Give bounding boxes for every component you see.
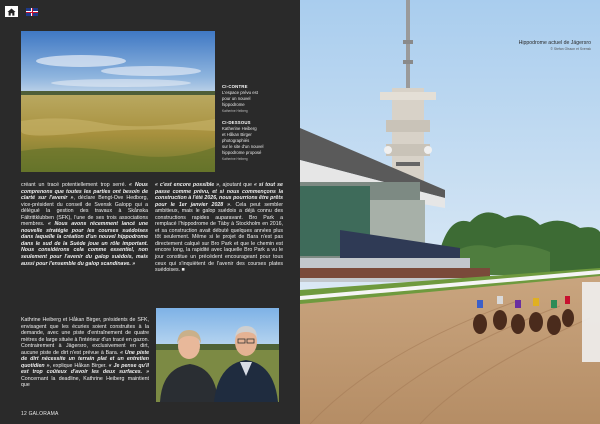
article-column-1 (21, 182, 148, 267)
brand-name: GALORAMA (28, 411, 59, 417)
racecourse-photo (300, 0, 600, 424)
body-text: . Cela peut sembler ambitieux, mais le galop suédois a déjà connu des constructions rapides auparavant. Bro Park a remplacé l'hippodrome de Täby à Stockholm en 2016, et sa construction avait débuté quelques années plus tôt seulement. Même si le projet de Bara n'est pas directement calqué sur Bro Park et que le chemin est encore long, la rapidité avec laquelle Bro Park a vu le jour constitue un précédent encourageant pour tous ceux qui s'inquiètent de l'avenir des courses plates suédoises. ■ (155, 201, 283, 274)
caption-top-line: pour un nouvel (222, 96, 251, 101)
page-number: 12 (21, 411, 27, 417)
caption-credit: © Stefan Olsson et Svensk (550, 47, 591, 51)
body-text: , ajoutant que (219, 182, 254, 188)
caption-top-line: L'espace prévu est (222, 90, 258, 95)
quote-text: « Une piste de dirt nécessite un terrain plat et un entretien quotidien » (21, 349, 150, 369)
caption-bottom-line: photographiés (222, 138, 250, 143)
article-column-3 (21, 317, 149, 389)
field-photo (21, 31, 215, 172)
quote-text: « c'est encore possible » (155, 182, 220, 188)
caption-bottom-line: hippodrome proposé (222, 150, 262, 155)
body-text: , déclare Bengt-Ove Hedborg, vice-président du conseil de Svensk Galopp qui a délégué la gestion des travaux à Skånska Fältrittklubben (SFK), l'une de ses trois associations membres. (21, 195, 148, 228)
uk-flag-icon[interactable] (26, 8, 38, 16)
caption-bottom-line: sur le site d'un nouvel (222, 144, 264, 149)
caption-top-credit: Katherine Heiberg (222, 109, 248, 113)
caption-bottom-line: Katherine Heiberg (222, 126, 257, 131)
right-photo-caption (519, 40, 591, 51)
caption-top-line: hippodrome (222, 102, 245, 107)
caption-bottom-line: et Håkan Birger (222, 132, 252, 137)
page-footer (21, 411, 59, 417)
home-button[interactable] (5, 6, 18, 17)
caption-top-head: CI-CONTRE (222, 84, 248, 89)
body-text: créant un tracé potentiellement trop serré. (21, 182, 129, 188)
quote-text: « Nous comprenons que toutes les parties ont besoin de clarté sur l'avenir » (21, 182, 148, 202)
article-column-2 (155, 182, 283, 274)
body-text: Kathrine Heiberg et Håkan Birger, présidents de SFK, envisagent que les écuries soient construites à la demande, avec une piste d'entraînement de quatre mètres de large située à l'intérieur d'un tracé en gazon. Contrairement à Jägersro, exclusivement en dirt, aucune piste de dirt n'est prévue à Bara. (21, 317, 149, 356)
home-icon (7, 8, 16, 16)
right-page-photo (300, 0, 600, 424)
caption-bottom-credit: Katherine Heiberg (222, 157, 248, 161)
quote-text: « Nous avons récemment lancé une nouvelle stratégie pour les courses suédoises dans laquelle la création d'un nouvel hippodrome dans le sud de la Suède joue un rôle important. Nous considérons cela comme essentiel, non seulement pour l'avenir du galop suédois, mais aussi pour l'ensemble du galop scandinave. » (21, 221, 148, 267)
couple-photo (156, 308, 279, 402)
body-text: , explique Håkan Birger. (49, 362, 109, 369)
caption-title: Hippodrome actuel de Jägersro (518, 40, 591, 46)
body-text: Concernant la deadline, Kathrine Heiberg maintient que (21, 375, 149, 389)
quote-text: « si tout se passe comme prévu, et si nous commençons la construction à l'été 2026, nous pourrions être prêts pour le 1er janvier 2028 » (155, 182, 283, 208)
photo-captions (222, 84, 282, 168)
caption-bottom-head: CI-DESSOUS (222, 120, 251, 125)
quote-text: « Je pense qu'il est trop coûteux d'avoir les deux surfaces. » (21, 362, 150, 376)
